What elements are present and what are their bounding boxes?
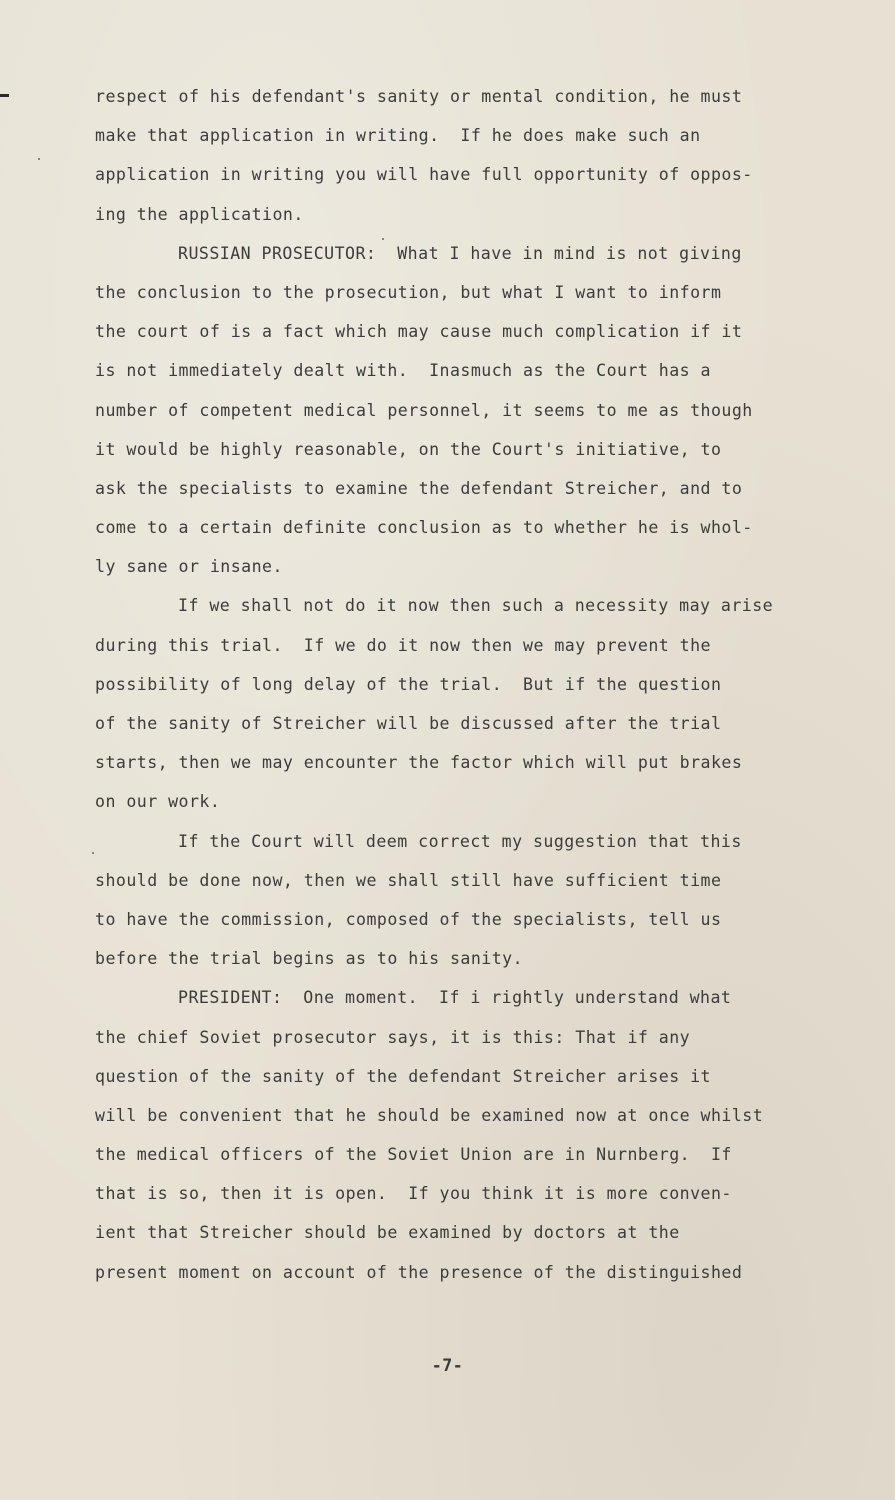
text-line: the conclusion to the prosecution, but what I want to inform xyxy=(95,282,722,302)
text-line: question of the sanity of the defendant Streicher arises it xyxy=(95,1066,711,1086)
paper-speck xyxy=(92,852,94,854)
transcript-body xyxy=(95,84,855,1299)
text-line: starts, then we may encounter the factor which will put brakes xyxy=(95,753,743,773)
text-line: PRESIDENT: One moment. If i rightly understand what xyxy=(178,988,732,1008)
text-line: If we shall not do it now then such a necessity may arise xyxy=(178,596,774,616)
text-line: come to a certain definite conclusion as to whether he is whol- xyxy=(95,518,753,538)
text-line: make that application in writing. If he does make such an xyxy=(95,126,701,146)
paragraph-russian-prosecutor xyxy=(95,241,855,594)
text-line: application in writing you will have full opportunity of oppos- xyxy=(95,165,753,185)
text-line: will be convenient that he should be examined now at once whilst xyxy=(95,1105,764,1125)
text-line: the medical officers of the Soviet Union are in Nurnberg. If xyxy=(95,1145,732,1165)
text-line: present moment on account of the presence of the distinguished xyxy=(95,1262,743,1282)
text-line: ient that Streicher should be examined by doctors at the xyxy=(95,1223,680,1243)
paragraph-3 xyxy=(95,593,855,828)
text-line: possibility of long delay of the trial. But if the question xyxy=(95,674,722,694)
paper-speck xyxy=(38,158,40,160)
text-line: ly sane or insane. xyxy=(95,557,283,577)
text-line: the chief Soviet prosecutor says, it is this: That if any xyxy=(95,1027,691,1047)
text-line: on our work. xyxy=(95,792,221,812)
text-line: number of competent medical personnel, it seems to me as though xyxy=(95,400,753,420)
text-line: respect of his defendant's sanity or mental condition, he must xyxy=(95,87,743,106)
paragraph-1 xyxy=(95,84,855,241)
text-line: If the Court will deem correct my suggestion that this xyxy=(178,831,742,851)
text-line: the court of is a fact which may cause much complication if it xyxy=(95,322,743,342)
text-line: before the trial begins as to his sanity. xyxy=(95,949,524,969)
text-line: ing the application. xyxy=(95,204,304,224)
text-line: that is so, then it is open. If you think it is more conven- xyxy=(95,1184,732,1204)
page-number: -7- xyxy=(431,1356,464,1375)
text-line: ask the specialists to examine the defendant Streicher, and to xyxy=(95,478,743,498)
paragraph-president xyxy=(95,985,855,1299)
text-line: during this trial. If we do it now then we may prevent the xyxy=(95,635,711,655)
text-line: RUSSIAN PROSECUTOR: What I have in mind is not giving xyxy=(178,243,742,263)
text-line: it would be highly reasonable, on the Court's initiative, to xyxy=(95,439,722,459)
text-line: of the sanity of Streicher will be discussed after the trial xyxy=(95,714,722,733)
text-line: should be done now, then we shall still have sufficient time xyxy=(95,870,722,890)
paragraph-4 xyxy=(95,829,855,986)
margin-mark xyxy=(0,94,9,97)
text-line: is not immediately dealt with. Inasmuch as the Court has a xyxy=(95,361,711,381)
text-line: to have the commission, composed of the specialists, tell us xyxy=(95,909,722,929)
